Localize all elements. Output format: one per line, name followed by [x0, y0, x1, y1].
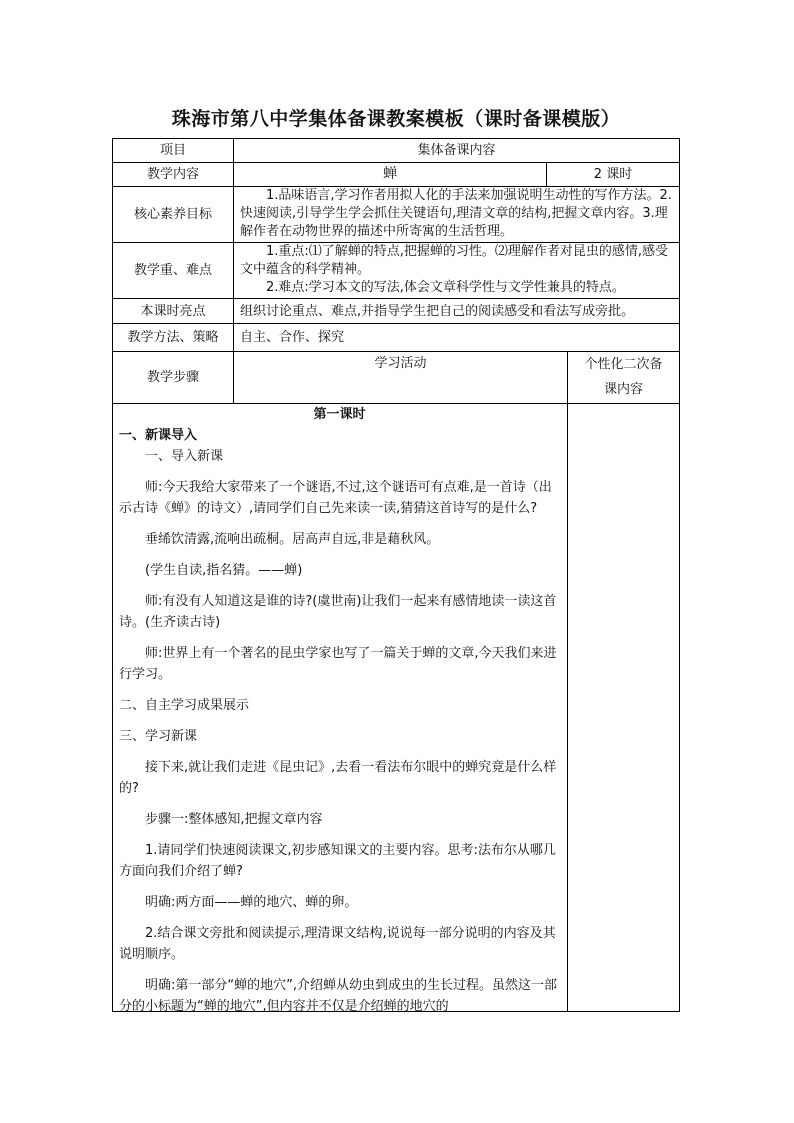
personal-content-header [568, 352, 679, 403]
highlights-text: 组织讨论重点、难点,并指导学生把自己的阅读感受和看法写成旁批。 [240, 303, 635, 319]
activity-header: 学习活动 [374, 356, 427, 371]
column-divider [567, 351, 568, 1012]
paragraph-insect-record: 接下来,就让我们走进《昆虫记》,去看一看法布尔眼中的蝉究竟是什么样的? [119, 760, 557, 796]
paragraph-fast-reading: 1.请同学们快速阅读课文,初步感知课文的主要内容。思考:法布尔从哪几方面向我们介绍了蝉? [119, 843, 556, 879]
paragraph-step-one: 步骤一:整体感知,把握文章内容 [145, 812, 323, 827]
personal-header-line2: 课内容 [603, 382, 643, 397]
highlights-label: 本课时亮点 [140, 303, 206, 319]
steps-label: 教学步骤 [146, 370, 199, 385]
key-points-text [234, 243, 679, 298]
core-goals-label: 核心素养目标 [133, 207, 212, 222]
core-goals-text [234, 187, 679, 242]
section-new-lesson: 三、学习新课 [119, 729, 198, 744]
section-intro-heading: 一、新课导入 [119, 428, 198, 443]
teaching-content-label: 教学内容 [146, 167, 199, 182]
methods-label: 教学方法、策略 [127, 330, 219, 345]
paragraph-poem: 垂𫄨饮清露,流响出疏桐。居高声自远,非是藉秋风。 [145, 532, 440, 547]
item-header: 项目 [159, 143, 186, 158]
section-intro-sub: 一、导入新课 [145, 449, 224, 464]
period-heading: 第一课时 [313, 407, 366, 422]
paragraph-answer-2: 明确:第一部分“蝉的地穴”,介绍蝉从幼虫到成虫的生长过程。虽然这一部分的小标题为“蝉的地穴”,但内容并不仅是介绍蝉的地穴的 [119, 978, 557, 1012]
key-points-label: 教学重、难点 [133, 263, 212, 278]
personal-header-line1: 个性化二次备 [584, 357, 663, 372]
paragraph-riddle: 师:今天我给大家带来了一个谜语,不过,这个谜语可有点难,是一首诗（出示古诗《蝉》的诗文）,请同学们自己先来读一读,猜猜这首诗写的是什么? [119, 480, 552, 516]
lesson-body [112, 404, 567, 1012]
methods-text: 自主、合作、探究 [240, 330, 345, 345]
paragraph-author: 师:有没有人知道这是谁的诗?(虞世南)让我们一起来有感情地读一读这首诗。(生齐读古诗) [119, 594, 557, 630]
section-self-study: 二、自主学习成果展示 [119, 698, 250, 713]
paragraph-guess: (学生自读,指名猜。——蝉) [145, 563, 303, 578]
lesson-topic: 蝉 [383, 166, 397, 182]
lesson-hours: 2 课时 [593, 167, 633, 182]
paragraph-answer-1: 明确:两方面——蝉的地穴、蝉的卵。 [145, 895, 358, 910]
paragraph-scientist: 师:世界上有一个著名的昆虫学家也写了一篇关于蝉的文章,今天我们来进行学习。 [119, 646, 557, 682]
document-title: 珠海市第八中学集体备课教案模板（课时备课模版） [171, 108, 621, 130]
content-header: 集体备课内容 [417, 143, 496, 158]
paragraph-structure: 2.结合课文旁批和阅读提示,理清课文结构,说说每一部分说明的内容及其说明顺序。 [119, 926, 556, 962]
core-goals-paragraph: 1.品味语言,学习作者用拟人化的手法来加强说明生动性的写作方法。2.快速阅读,引导学生学会抓住关键语句,理清文章的结构,把握文章内容。3.理解作者在动物世界的描述中所寄寓的生活哲理。 [240, 188, 672, 239]
key-point-2: 2.难点:学习本文的写法,体会文章科学性与文学性兼具的特点。 [266, 280, 625, 295]
key-point-1: 1.重点:⑴了解蝉的特点,把握蝉的习性。⑵理解作者对昆虫的感情,感受文中蕴含的科学精神。 [240, 244, 669, 277]
